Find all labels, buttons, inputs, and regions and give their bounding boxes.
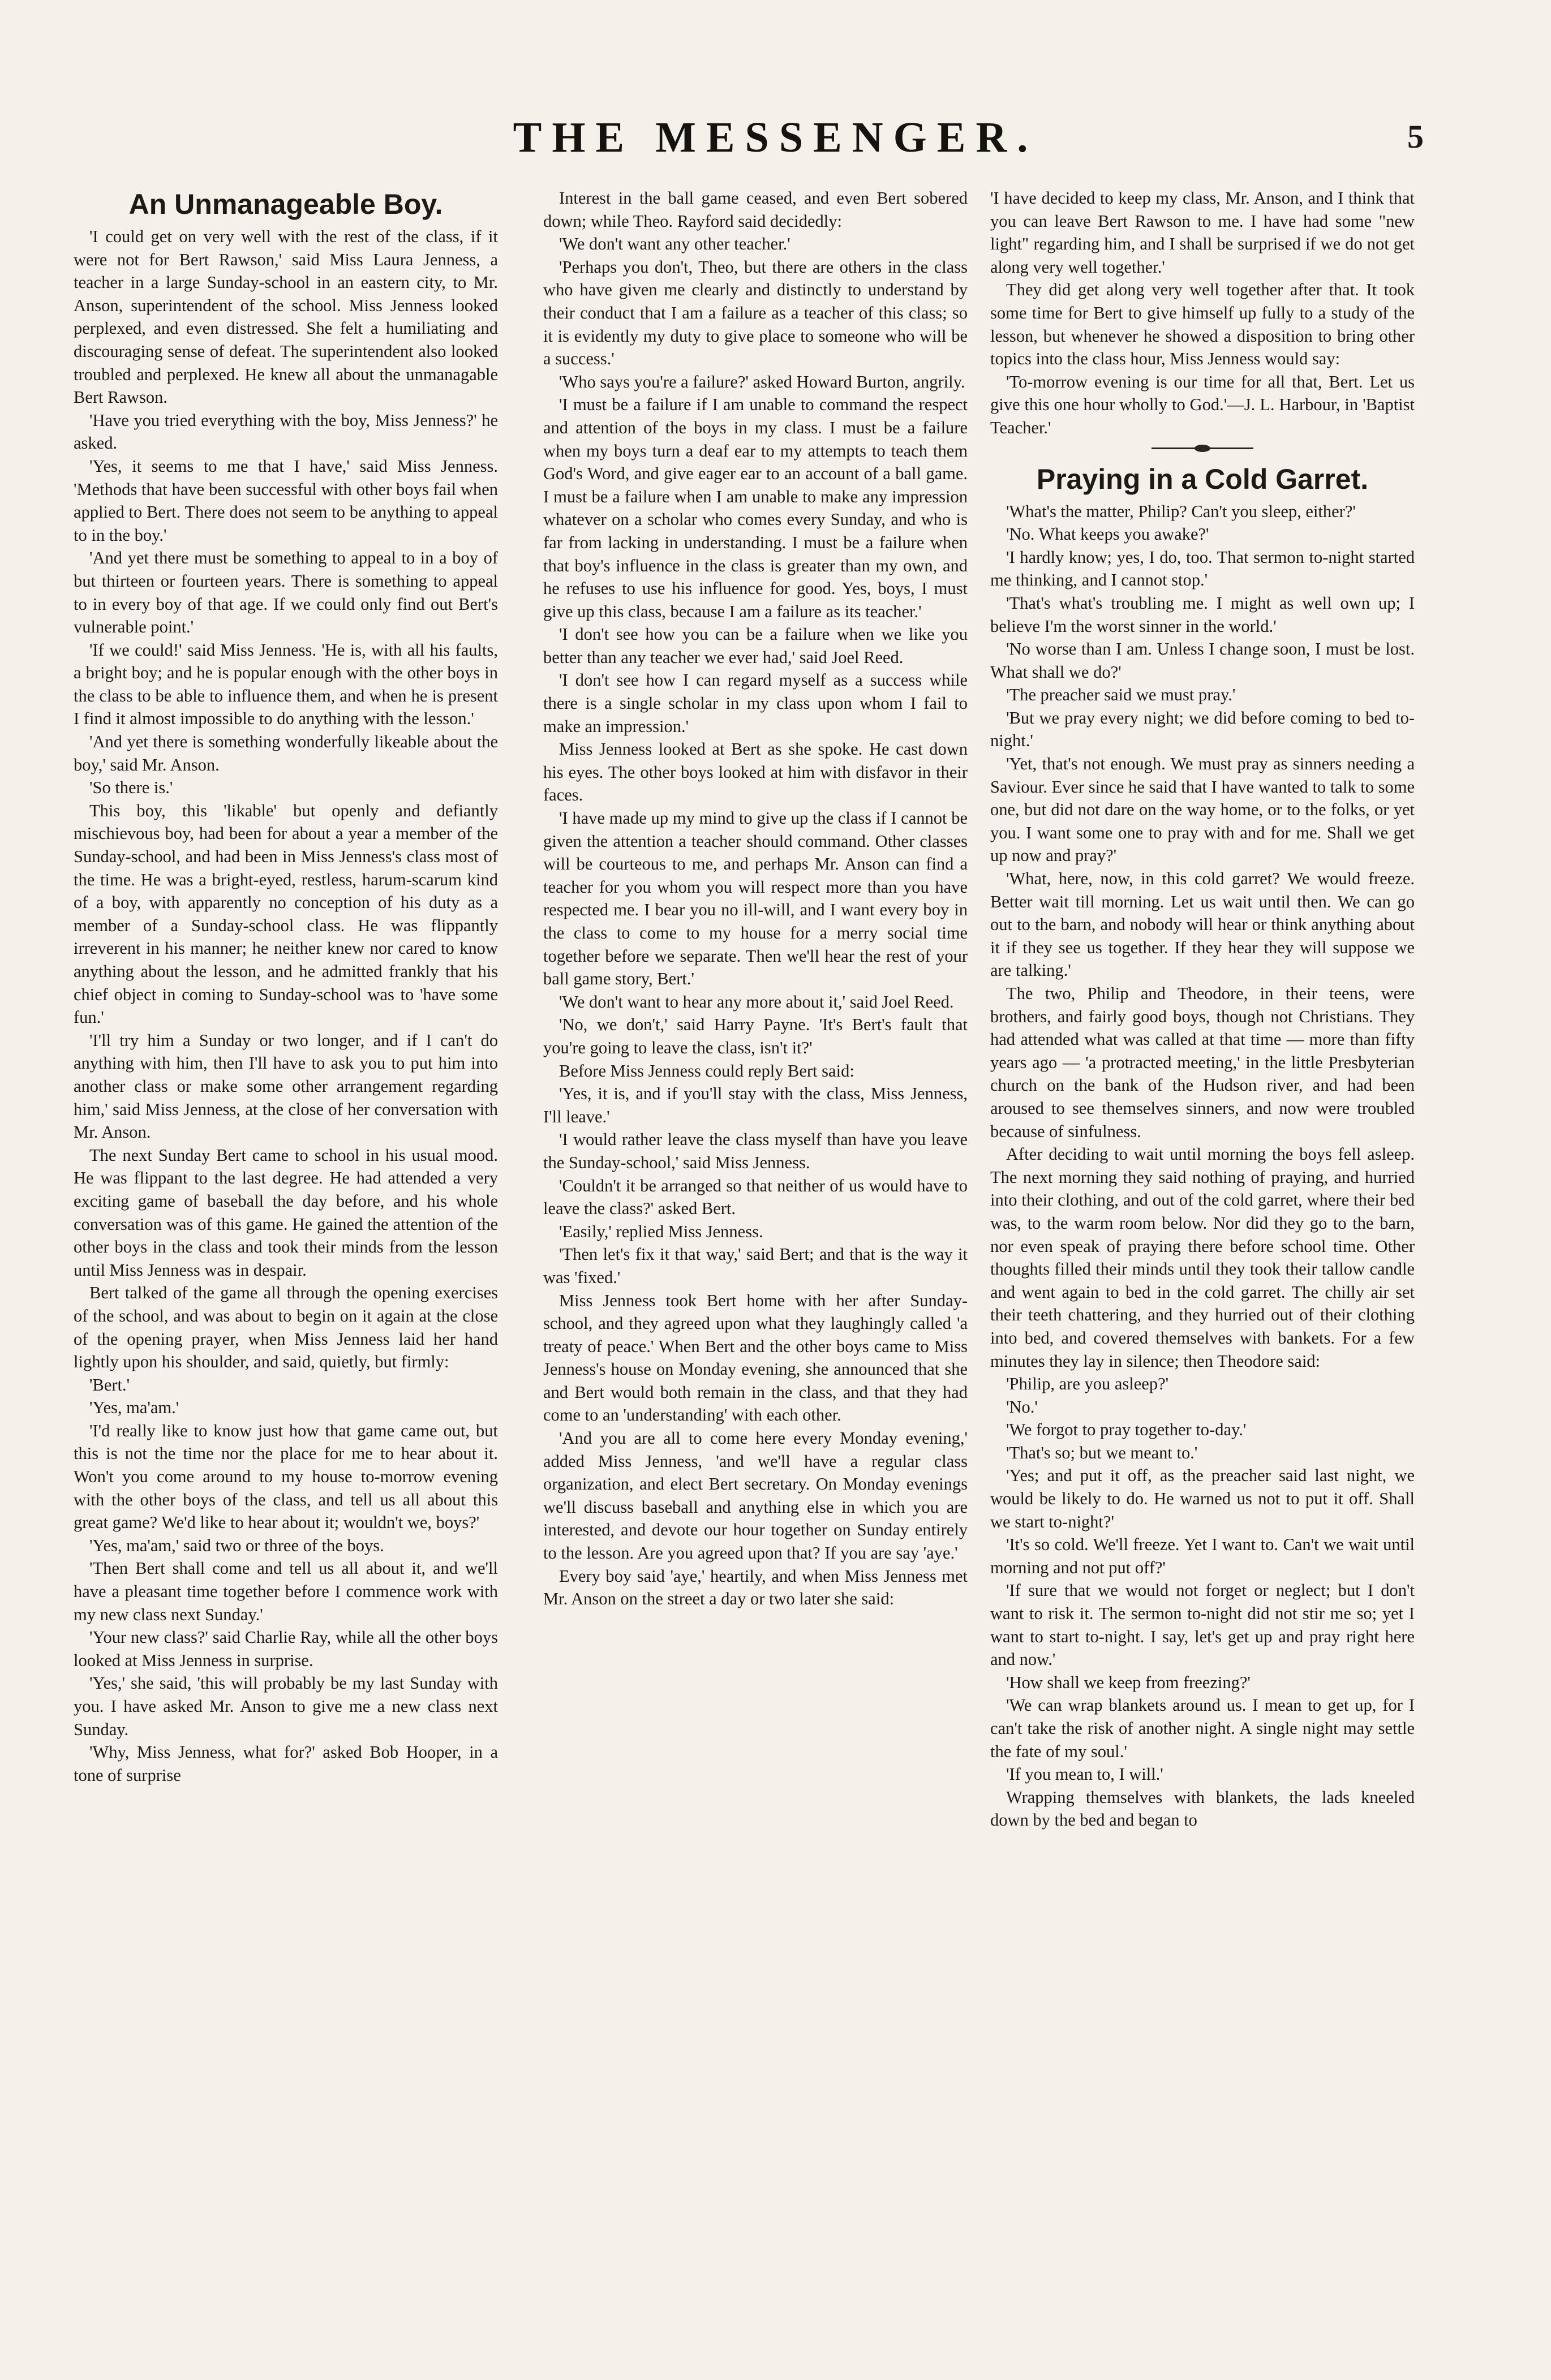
paragraph: 'Perhaps you don't, Theo, but there are others in the class who have given me clearly and distinctly to understand by their conduct that I am a failure as a teacher of this class; so it is evidently my duty to give place to someone who will be a success.' — [543, 257, 968, 369]
paragraph: 'I'll try him a Sunday or two longer, and if I can't do anything with him, then I'll have to ask you to put him into another class or make some other arrangement regarding him,' said Miss Jenness, at the close of her conversation with Mr. Anson. — [74, 1030, 498, 1142]
paragraph: 'What, here, now, in this cold garret? We would freeze. Better wait till morning. Let us wait until then. We can go out to the barn, and nobody will hear or think anything about it if they see us together. If they hear they will suppose we are talking.' — [990, 869, 1415, 980]
paragraph: 'If sure that we would not forget or neglect; but I don't want to risk it. The sermon to-night did not stir me so; yet I want to start to-night. I say, let's get up and pray right here and now.' — [990, 1581, 1415, 1669]
paragraph: 'And yet there is something wonderfully likeable about the boy,' said Mr. Anson. — [74, 732, 498, 774]
paragraph: 'We forgot to pray together to-day.' — [1006, 1420, 1247, 1440]
paragraph: 'No, we don't,' said Harry Payne. 'It's Bert's fault that you're going to leave the class, isn't it?' — [543, 1015, 968, 1057]
paragraph: 'I would rather leave the class myself than have you leave the Sunday-school,' said Miss Jenness. — [543, 1130, 968, 1172]
paragraph: 'I don't see how you can be a failure when we like you better than any teacher we ever had,' said Joel Reed. — [543, 625, 968, 667]
paragraph: After deciding to wait until morning the boys fell asleep. The next morning they said nothing of praying, and hurried into their clothing, and out of the cold garret, where their bed was, to the warm room below. Nor did they go to the barn, nor even speak of praying there before school time. Other thoughts filled their minds until they took their tallow candle and went again to bed in the cold garret. The chilly air set their teeth chattering, and they hurried out of their clothing into bed, and covered themselves with bankets. For a few minutes they lay in silence; then Theodore said: — [990, 1144, 1415, 1371]
byline: 'To-morrow evening is our time for all that, Bert. Let us give this one hour wholly to God.'—J. L. Harbour, in 'Baptist Teacher.' — [990, 372, 1415, 437]
paragraph: Miss Jenness looked at Bert as she spoke. He cast down his eyes. The other boys looked at him with disfavor in their faces. — [543, 739, 968, 805]
column-2 — [543, 187, 968, 2370]
paragraph: 'Couldn't it be arranged so that neither of us would have to leave the class?' asked Bert. — [543, 1176, 968, 1219]
paragraph: The two, Philip and Theodore, in their teens, were brothers, and fairly good boys, though not Christians. They had attended what was called at that time — more than fifty years ago — 'a protracted meeting,' in the little Presbyterian church on the bank of the Hudson river, and had been aroused to see themselves sinners, and now were troubled because of sinfulness. — [990, 984, 1415, 1141]
paragraph: 'I'd really like to know just how that game came out, but this is not the time nor the place for me to hear about it. Won't you come around to my house to-morrow evening with the other boys of the class, and tell us all about this great game? We'd like to hear about it; wouldn't we, boys?' — [74, 1421, 498, 1533]
paragraph: 'Easily,' replied Miss Jenness. — [559, 1221, 763, 1241]
paragraph: 'I hardly know; yes, I do, too. That sermon to-night started me thinking, and I cannot stop.' — [990, 547, 1415, 590]
paragraph: 'Yet, that's not enough. We must pray as sinners needing a Saviour. Ever since he said that I have wanted to talk to some one, but did not dare on the way home, or to the folks, or yet you. I want some one to pray with and for me. Shall we get up now and pray?' — [990, 754, 1415, 866]
paragraph: 'Philip, are you asleep?' — [1006, 1374, 1169, 1394]
newspaper-title: THE MESSENGER. — [513, 114, 1038, 161]
paragraph: 'Yes, it seems to me that I have,' said Miss Jenness. 'Methods that have been successful with other boys fail when applied to Bert. There does not seem to be anything to appeal to in the boy.' — [74, 456, 498, 545]
paragraph: 'Your new class?' said Charlie Ray, while all the other boys looked at Miss Jenness in surprise. — [74, 1628, 498, 1670]
paragraph: 'Have you tried everything with the boy, Miss Jenness?' he asked. — [74, 410, 498, 453]
paragraph: 'It's so cold. We'll freeze. Yet I want to. Can't we wait until morning and not put off?' — [990, 1535, 1415, 1577]
paragraph: 'Who says you're a failure?' asked Howard Burton, angrily. — [559, 372, 965, 391]
paragraph: 'I must be a failure if I am unable to command the respect and attention of the boys in my class. I must be a failure when my boys turn a deaf ear to my attempts to teach them God's Word, and give eager ear to an account of a ball game. I must be a failure when I am unable to make any impression whatever on a scholar who comes every Sunday, and who is far from lacking in understanding. I must be a failure when that boy's influence in the class is greater than my own, and he refuses to use his influence for good. Yes, boys, I must give up this class, because I am a failure as its teacher.' — [543, 395, 968, 621]
paragraph: 'Then let's fix it that way,' said Bert; and that is the way it was 'fixed.' — [543, 1245, 968, 1287]
paragraph: This boy, this 'likable' but openly and defiantly mischievous boy, had been for about a year a member of the Sunday-school, and had been in Miss Jenness's class most of the time. He was a bright-eyed, restless, harum-scarum kind of a boy, with apparently no conception of his duty as a member of a Sunday-school class. He was flippantly irreverent in his manner; he neither knew nor cared to know anything about the lesson, and he admitted frankly that his chief object in coming to Sunday-school was to 'have some fun.' — [74, 800, 498, 1027]
paragraph: 'We can wrap blankets around us. I mean to get up, for I can't take the risk of another night. A single night may settle the fate of my soul.' — [990, 1695, 1415, 1761]
paragraph: 'Yes,' she said, 'this will probably be my last Sunday with you. I have asked Mr. Anson to give me a new class next Sunday. — [74, 1673, 498, 1739]
paragraph: 'Bert.' — [89, 1375, 130, 1395]
paragraph: 'I don't see how I can regard myself as a success while there is a single scholar in my class upon whom I fail to make an impression.' — [543, 670, 968, 736]
paragraph: They did get along very well together after that. It took some time for Bert to give himself up fully to a study of the lesson, but whenever he showed a disposition to bring other topics into the class hour, Miss Jenness would say: — [990, 280, 1415, 369]
paragraph: Every boy said 'aye,' heartily, and when Miss Jenness met Mr. Anson on the street a day or two later she said: — [543, 1566, 968, 1609]
paragraph: 'If you mean to, I will.' — [1006, 1764, 1163, 1784]
paragraph: Wrapping themselves with blankets, the lads kneeled down by the bed and began to — [990, 1787, 1415, 1830]
paragraph: 'I have made up my mind to give up the class if I cannot be given the attention a teacher should command. Other classes will be courteous to me, and perhaps Mr. Anson can find a teacher for you whom you will respect more than you have respected me. I bear you no ill-will, and I want every boy in the class to come to my house for a merry social time together before we separate. Then we'll hear the rest of your ball game story, Bert.' — [543, 808, 968, 989]
page-number: 5 — [1407, 118, 1424, 155]
paragraph: 'Then Bert shall come and tell us all about it, and we'll have a pleasant time together before I commence work with my new class next Sunday.' — [74, 1559, 498, 1624]
paragraph: 'No worse than I am. Unless I change soon, I must be lost. What shall we do?' — [990, 639, 1415, 682]
paragraph: 'That's so; but we meant to.' — [1006, 1443, 1198, 1462]
paragraph: 'I have decided to keep my class, Mr. Anson, and I think that you can leave Bert Rawson to me. I have had some "new light" regarding him, and I shall be surprised if we do not get along very well together.' — [990, 188, 1415, 277]
section-divider — [1152, 447, 1253, 449]
paragraph: 'Yes, it is, and if you'll stay with the class, Miss Jenness, I'll leave.' — [543, 1084, 968, 1126]
column-1 — [74, 187, 498, 2370]
paragraph: 'We don't want any other teacher.' — [559, 234, 790, 254]
paragraph: Before Miss Jenness could reply Bert said: — [559, 1061, 854, 1081]
paragraph: The next Sunday Bert came to school in his usual mood. He was flippant to the last degree. He had attended a very exciting game of baseball the day before, and his whole conversation was of this game. He gained the attention of the other boys in the class and took their minds from the lesson until Miss Jenness was in despair. — [74, 1145, 498, 1280]
paragraph: 'No. What keeps you awake?' — [1006, 524, 1209, 544]
headline-praying-cold-garret: Praying in a Cold Garret. — [1036, 463, 1369, 495]
headline-unmanageable-boy: An Unmanageable Boy. — [128, 188, 443, 220]
paragraph: 'And you are all to come here every Monday evening,' added Miss Jenness, 'and we'll have a regular class organization, and elect Bert secretary. On Monday evenings we'll discuss baseball and anything else in which you are interested, and devote our hour together on Sunday entirely to the lesson. Are you agreed upon that? If you are say 'aye.' — [543, 1428, 968, 1563]
paragraph: 'No.' — [1006, 1397, 1038, 1417]
paragraph: 'How shall we keep from freezing?' — [1006, 1672, 1251, 1692]
paragraph: 'But we pray every night; we did before coming to bed to-night.' — [990, 708, 1415, 751]
paragraph: 'Yes, ma'am,' said two or three of the boys. — [89, 1535, 384, 1555]
paragraph: 'Yes, ma'am.' — [89, 1398, 179, 1418]
paragraph: 'Why, Miss Jenness, what for?' asked Bob Hooper, in a tone of surprise — [74, 1742, 498, 1785]
paragraph: 'And yet there must be something to appeal to in a boy of but thirteen or fourteen years. There is something to appeal to in every boy of that age. If we could only find out Bert's vulnerable point.' — [74, 548, 498, 637]
paragraph: 'That's what's troubling me. I might as well own up; I believe I'm the worst sinner in the world.' — [990, 593, 1415, 636]
column-3 — [990, 187, 1415, 2370]
paragraph: 'We don't want to hear any more about it,' said Joel Reed. — [559, 992, 954, 1012]
article-columns — [74, 187, 1415, 2370]
masthead — [0, 113, 1551, 175]
paragraph: 'The preacher said we must pray.' — [1006, 685, 1236, 705]
paragraph: 'I could get on very well with the rest of the class, if it were not for Bert Rawson,' said Miss Laura Jenness, a teacher in a large Sunday-school in an eastern city, to Mr. Anson, superintendent of the school. Miss Jenness looked perplexed, and even distressed. She felt a humiliating and discouraging sense of defeat. The superintendent also looked troubled and perplexed. He knew all about the unmanagable Bert Rawson. — [74, 227, 498, 407]
paragraph: 'What's the matter, Philip? Can't you sleep, either?' — [1006, 501, 1356, 521]
paragraph: 'If we could!' said Miss Jenness. 'He is, with all his faults, a bright boy; and he is popular enough with the other boys in the class to be able to influence them, and when he is present I find it almost impossible to do anything with the lesson.' — [74, 640, 498, 729]
paragraph: Bert talked of the game all through the opening exercises of the school, and was about to begin on it again at the close of the opening prayer, when Miss Jenness laid her hand lightly upon his shoulder, and said, quietly, but firmly: — [74, 1283, 498, 1372]
paragraph: 'So there is.' — [89, 778, 173, 798]
paragraph: Interest in the ball game ceased, and even Bert sobered down; while Theo. Rayford said decidedly: — [543, 188, 968, 231]
paragraph: Miss Jenness took Bert home with her after Sunday-school, and they agreed upon what they laughingly called 'a treaty of peace.' When Bert and the other boys came to Miss Jenness's house on Monday evening, she announced that she and Bert would both remain in the class, and that they had come to an 'understanding' with each other. — [543, 1290, 968, 1425]
paragraph: 'Yes; and put it off, as the preacher said last night, we would be likely to do. He warned us not to put it off. Shall we start to-night?' — [990, 1466, 1415, 1531]
